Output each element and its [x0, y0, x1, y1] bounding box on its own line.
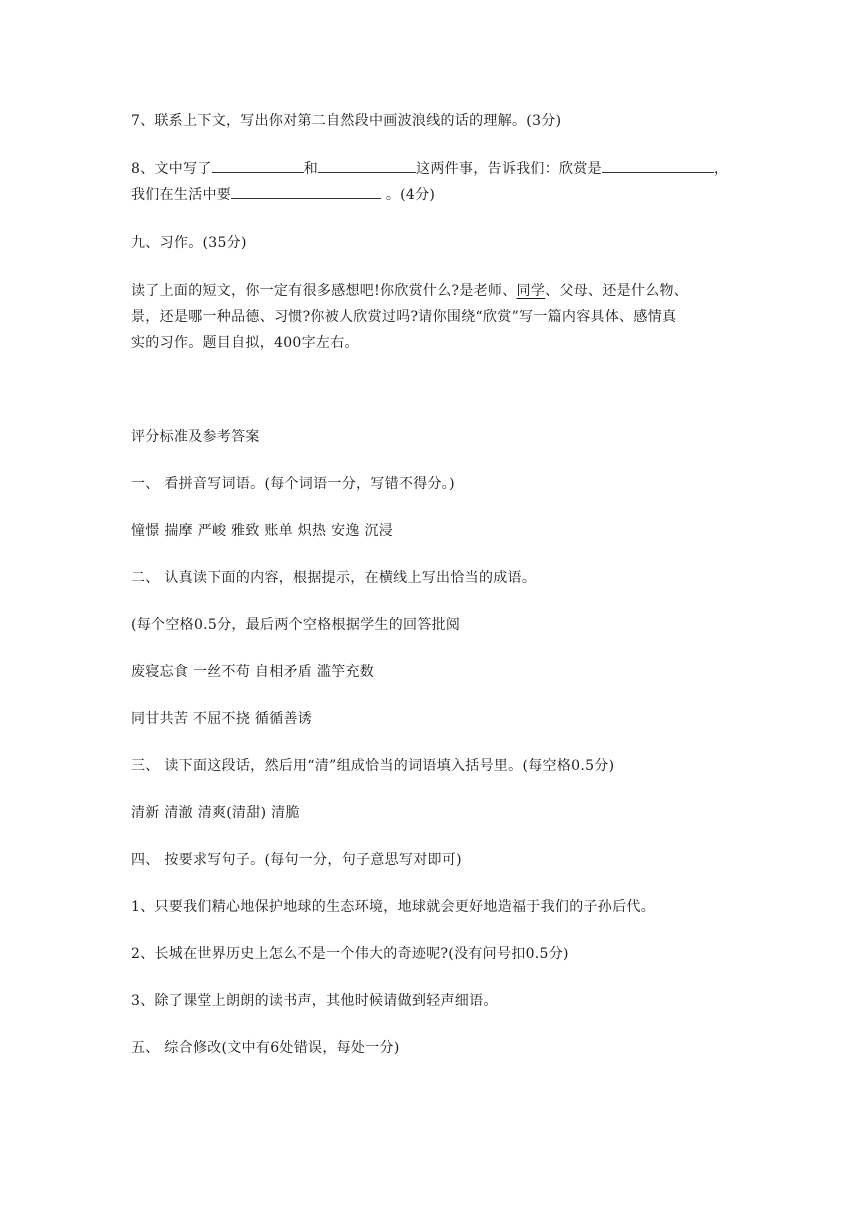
answer-section-2-content-2: 同甘共苦 不屈不挠 循循善诱	[131, 711, 313, 727]
section-9-title: 九、习作。(35分)	[131, 235, 247, 251]
writing-prompt-text-2: 、父母、还是什么物、	[545, 283, 689, 299]
answer-section-2-content-1: 废寝忘食 一丝不苟 自相矛盾 滥竽充数	[131, 664, 375, 680]
answer-blank-2[interactable]	[318, 158, 416, 173]
question-8-line-1	[131, 158, 728, 180]
question-7: 7、联系上下文，写出你对第二自然段中画波浪线的话的理解。(3分)	[131, 113, 562, 129]
answer-section-4-item-1: 1、只要我们精心地保护地球的生态环境，地球就会更好地造福于我们的子孙后代。	[131, 899, 656, 915]
writing-prompt-line-3: 实的习作。题目自拟，400字左右。	[131, 335, 359, 351]
underlined-word: 同学	[516, 283, 546, 299]
answer-section-2-note: (每个空格0.5分，最后两个空格根据学生的回答批阅	[131, 617, 461, 633]
question-8-text-1: 8、文中写了	[131, 161, 212, 177]
answer-section-3-content: 清新 清澈 清爽(清甜) 清脆	[131, 805, 300, 821]
answer-section-3-title: 三、 读下面这段话，然后用“清”组成恰当的词语填入括号里。(每空格0.5分)	[131, 758, 615, 774]
answer-section-4-item-2: 2、长城在世界历史上怎么不是一个伟大的奇迹呢?(没有问号扣0.5分)	[131, 946, 569, 962]
writing-prompt-line-2: 景，还是哪一种品德、习惯?你被人欣赏过吗?请你围绕“欣赏”写一篇内容具体、感情真	[131, 309, 677, 325]
answer-section-5-title: 五、 综合修改(文中有6处错误，每处一分)	[131, 1040, 400, 1056]
question-8-text-3: 这两件事，告诉我们：欣赏是	[416, 161, 602, 177]
question-8-text-5: 我们在生活中要	[131, 187, 232, 203]
answer-section-2-title: 二、 认真读下面的内容，根据提示，在横线上写出恰当的成语。	[131, 570, 537, 586]
answer-section-4-title: 四、 按要求写句子。(每句一分，句子意思写对即可)	[131, 852, 462, 868]
question-8-text-4: ，	[713, 161, 729, 177]
answer-section-1-content: 憧憬 揣摩 严峻 雅致 账单 炽热 安逸 沉浸	[131, 523, 394, 539]
answer-section-4-item-3: 3、除了课堂上朗朗的读书声，其他时候请做到轻声细语。	[131, 993, 498, 1009]
question-8-text-2: 和	[303, 161, 319, 177]
answer-blank-3[interactable]	[602, 158, 714, 173]
question-8-text-6: 。(4分)	[381, 187, 436, 203]
writing-prompt-text-1: 读了上面的短文，你一定有很多感想吧!你欣赏什么?是老师、	[131, 283, 517, 299]
answers-heading: 评分标准及参考答案	[131, 429, 260, 445]
question-8-line-2	[131, 184, 435, 206]
writing-prompt-line-1	[131, 280, 688, 302]
answer-blank-4[interactable]	[231, 184, 381, 199]
answer-blank-1[interactable]	[212, 158, 304, 173]
answer-section-1-title: 一、 看拼音写词语。(每个词语一分，写错不得分。)	[131, 476, 455, 492]
